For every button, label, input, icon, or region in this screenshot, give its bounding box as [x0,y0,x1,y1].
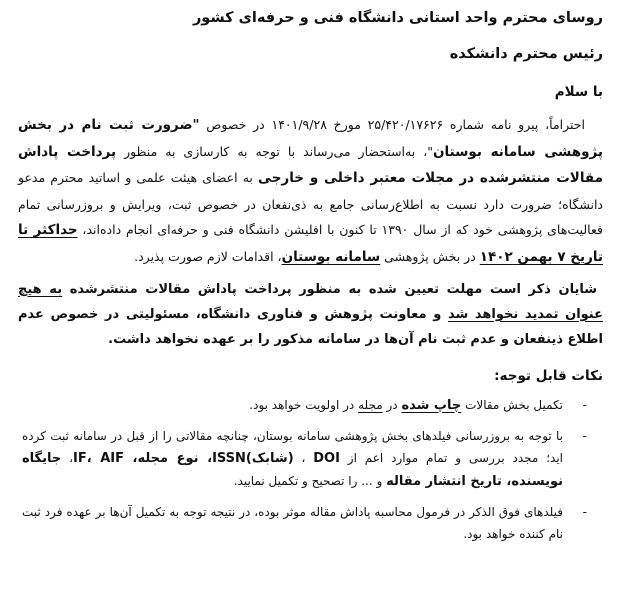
notes-heading: نکات قابل توجه: [494,367,603,384]
list-item: - تکمیل بخش مقالات چاپ شده در مجله در اولویت خواهد بود. [18,394,603,417]
no-extension-notice: به هیچ عنوان تمدید نخواهد شد [18,281,603,322]
bullet-dash: - [582,397,587,412]
dean-title: رئیس محترم دانشکده [449,46,603,62]
paragraph-notice: شایان ذکر است مهلت تعیین شده به منظور پرداخت پاداش مقالات منتشرشده به هیچ عنوان تمدید نخواهد شد و معاونت پژوهش و فناوری دانشگاه، مسئولیتی در خصوص عدم اطلاع ذینفعان و عدم ثبت نام آن‌ها در سامانه مذکور را بر عهده نخواهد داشت. [18,281,603,347]
bullet-dash: - [582,428,587,443]
emphasis-purpose: پرداخت پاداش مقالات منتشرشده در مجلات معتبر داخلی و خارجی [18,143,604,187]
notes-list [18,394,603,545]
deadline-date: حداکثر تا تاریخ ۷ بهمن ۱۴۰۲ [18,222,603,265]
bullet-dash: - [582,504,587,519]
system-name: سامانه بوستان [281,248,381,265]
greeting: با سلام [554,84,603,100]
list-item: - فیلدهای فوق الذکر در فرمول محاسبه پاداش مقاله موثر بوده، در نتیجه توجه به تکمیل آن‌ها بر عهده فرد ثبت نام کننده خواهد بود. [18,501,603,545]
paragraph-main: احتراماً، پیرو نامه شماره ۲۵/۴۲۰/۱۷۶۲۶ مورخ ۱۴۰۱/۹/۲۸ در خصوص "ضرورت ثبت نام در بخش پژوهشی سامانه بوستان"، به‌استحضار می‌رساند با توجه به کارسازی به منظور پرداخت پاداش مقالات منتشرشده در مجلات معتبر داخلی و خارجی به اعضای هیئت علمی و اساتید محترم مدعو دانشگاه؛ ضرورت دارد نسبت به اطلاع‌رسانی جامع به ذی‌نفعان در خصوص ثبت، ویرایش و بروزرسانی تمام فعالیت‌های پژوهشی خود که از سال ۱۳۹۰ تا کنون با افلیشن دانشگاه فنی و حرفه‌ای انجام داده‌اند، حداکثر تا تاریخ ۷ بهمن ۱۴۰۲ در بخش پژوهشی سامانه بوستان، اقدامات لازم صورت پذیرد. [18,117,604,265]
recipients-title: روسای محترم واحد استانی دانشگاه فنی و حرفه‌ای کشور [192,10,603,26]
emphasis-subject: "ضرورت ثبت نام در بخش پژوهشی سامانه بوستان [18,117,603,160]
list-item: - با توجه به بروزرسانی فیلدهای بخش پژوهشی سامانه بوستان، چنانچه مقالاتی را از قبل در سامانه ثبت کرده اید؛ مجدد بررسی و تمام موارد اعم از DOI ، (شابک)ISSN، نوع مجله، IF، AIF، جایگاه نویسنده، تاریخ انتشار مقاله و ... را تصحیح و تکمیل نمایید. [18,425,603,493]
